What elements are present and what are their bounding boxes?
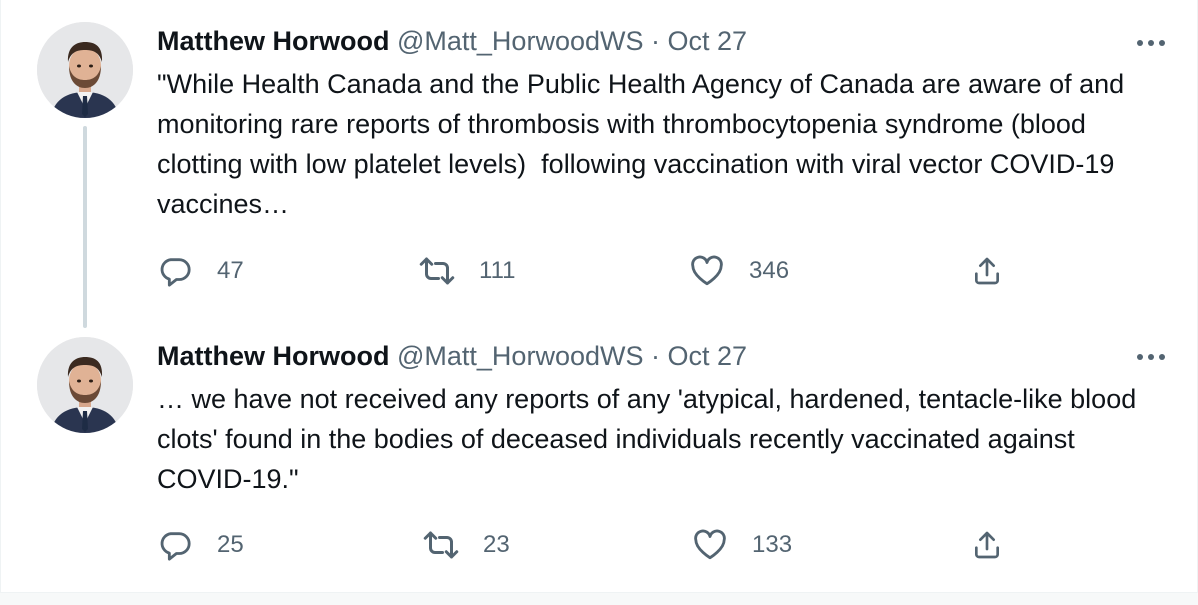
avatar[interactable]	[37, 337, 133, 433]
more-options-button[interactable]	[1135, 342, 1167, 372]
reply-icon	[157, 527, 193, 563]
tweet-date[interactable]: Oct 27	[667, 341, 748, 371]
share-icon	[969, 253, 1005, 289]
tweet-text: "While Health Canada and the Public Health Agency of Canada are aware of and monitoring rare reports of thrombosis with thrombocytopenia syndrome (blood clotting with low platelet levels) following vaccination with viral vector COVID-19 vaccines…	[157, 69, 1132, 219]
tweet-actions	[157, 525, 1027, 565]
heart-icon	[692, 527, 728, 563]
retweet-icon	[423, 527, 459, 563]
reply-button[interactable]	[157, 251, 244, 291]
more-options-button[interactable]	[1135, 28, 1167, 58]
thread-connector-line	[83, 126, 87, 328]
tweet-date[interactable]: Oct 27	[667, 26, 748, 56]
reply-count: 25	[217, 531, 244, 558]
more-horizontal-icon	[1136, 39, 1166, 47]
tweet-header	[157, 339, 1172, 373]
avatar[interactable]	[37, 22, 133, 118]
tweet-actions	[157, 251, 1027, 291]
retweet-count: 111	[479, 257, 516, 284]
author-handle[interactable]: @Matt_HorwoodWS	[397, 26, 644, 56]
author-name[interactable]: Matthew Horwood	[157, 26, 390, 56]
retweet-icon	[419, 253, 455, 289]
heart-icon	[689, 253, 725, 289]
share-button[interactable]	[969, 251, 1005, 291]
retweet-count: 23	[483, 531, 510, 558]
header-separator: ·	[651, 26, 660, 56]
more-horizontal-icon	[1136, 353, 1166, 361]
timeline-border-left	[0, 0, 1, 605]
timeline-divider	[0, 592, 1198, 605]
retweet-button[interactable]	[419, 251, 515, 291]
author-handle[interactable]: @Matt_HorwoodWS	[397, 341, 644, 371]
retweet-button[interactable]	[423, 525, 510, 565]
share-button[interactable]	[969, 525, 1005, 565]
like-button[interactable]	[692, 525, 792, 565]
reply-count: 47	[217, 257, 244, 284]
header-separator: ·	[651, 341, 660, 371]
tweet-header	[157, 24, 1172, 58]
tweet-text: … we have not received any reports of any 'atypical, hardened, tentacle-like blood clots' found in the bodies of deceased individuals recently vaccinated against COVID-19."	[157, 384, 1144, 494]
like-button[interactable]	[689, 251, 789, 291]
like-count: 133	[752, 531, 793, 558]
share-icon	[969, 527, 1005, 563]
like-count: 346	[749, 257, 790, 284]
reply-button[interactable]	[157, 525, 244, 565]
reply-icon	[157, 253, 193, 289]
author-name[interactable]: Matthew Horwood	[157, 341, 390, 371]
